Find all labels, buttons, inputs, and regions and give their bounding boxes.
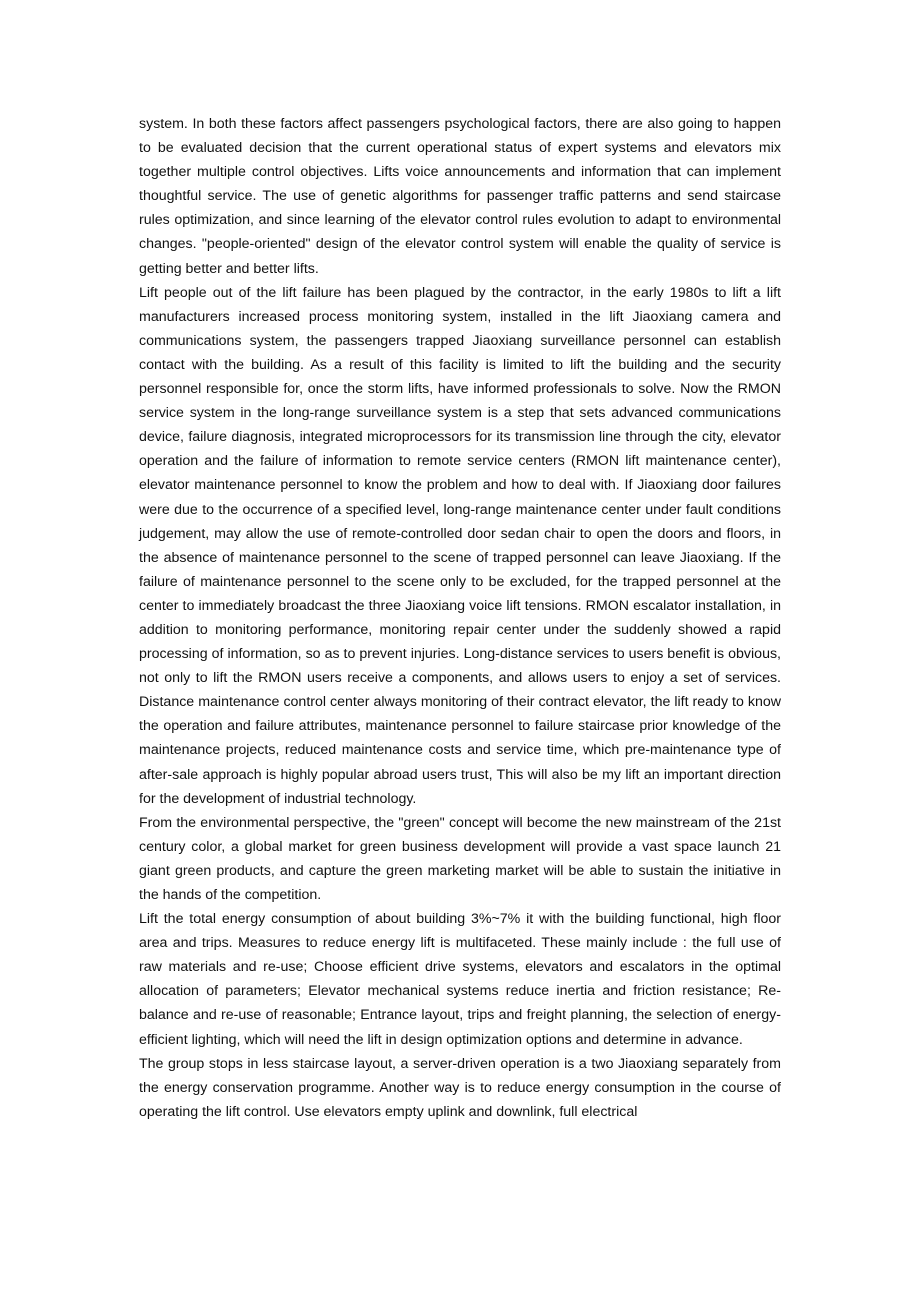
document-page xyxy=(139,112,781,1124)
paragraph-intelligent-control: system. In both these factors affect passengers psychological factors, there are also going to happen to be evaluated decision that the current operational status of expert systems and elevators mix together multiple control objectives. Lifts voice announcements and information that can implement thoughtful service. The use of genetic algorithms for passenger traffic patterns and send staircase rules optimization, and since learning of the elevator control rules evolution to adapt to environmental changes. "people-oriented" design of the elevator control system will enable the quality of service is getting better and better lifts. xyxy=(139,116,781,277)
paragraph-green-concept: From the environmental perspective, the "green" concept will become the new mainstream of the 21st century color, a global market for green business development will provide a vast space launch 21 giant green products, and capture the green marketing market will be able to sustain the initiative in the hands of the competition. xyxy=(139,814,781,903)
paragraph-energy-consumption: Lift the total energy consumption of about building 3%~7% it with the building functional, high floor area and trips. Measures to reduce energy lift is multifaceted. These mainly include : the full use of raw materials and re-use; Choose efficient drive systems, elevators and escalators in the optimal allocation of parameters; Elevator mechanical systems reduce inertia and friction resistance; Re-balance and re-use of reasonable; Entrance layout, trips and freight planning, the selection of energy-efficient lighting, which will need the lift in design optimization options and determine in advance. xyxy=(139,911,781,1048)
paragraph-remote-monitoring: Lift people out of the lift failure has been plagued by the contractor, in the early 1980s to lift a lift manufacturers increased process monitoring system, installed in the lift Jiaoxiang camera and communications system, the passengers trapped Jiaoxiang surveillance personnel can establish contact with the building. As a result of this facility is limited to lift the building and the security personnel responsible for, once the storm lifts, have informed professionals to solve. Now the RMON service system in the long-range surveillance system is a step that sets advanced communications device, failure diagnosis, integrated microprocessors for its transmission line through the city, elevator operation and the failure of information to remote service centers (RMON lift maintenance center), elevator maintenance personnel to know the problem and how to deal with. If Jiaoxiang door failures were due to the occurrence of a specified level, long-range maintenance center under fault conditions judgement, may allow the use of remote-controlled door sedan chair to open the doors and floors, in the absence of maintenance personnel to the scene of trapped personnel can leave Jiaoxiang. If the failure of maintenance personnel to the scene only to be excluded, for the trapped personnel at the center to immediately broadcast the three Jiaoxiang voice lift tensions. RMON escalator installation, in addition to monitoring performance, monitoring repair center under the suddenly showed a rapid processing of information, so as to prevent injuries. Long-distance services to users benefit is obvious, not only to lift the RMON users receive a components, and allows users to enjoy a set of services. Distance maintenance control center always monitoring of their contract elevator, the lift ready to know the operation and failure attributes, maintenance personnel to failure staircase prior knowledge of the maintenance projects, reduced maintenance costs and service time, which pre-maintenance type of after-sale approach is highly popular abroad users trust, This will also be my lift an important direction for the development of industrial technology. xyxy=(139,284,781,807)
paragraph-energy-conservation: The group stops in less staircase layout, a server-driven operation is a two Jiaoxiang separately from the energy conservation programme. Another way is to reduce energy consumption in the course of operating the lift control. Use elevators empty uplink and downlink, full electrical xyxy=(139,1055,781,1120)
